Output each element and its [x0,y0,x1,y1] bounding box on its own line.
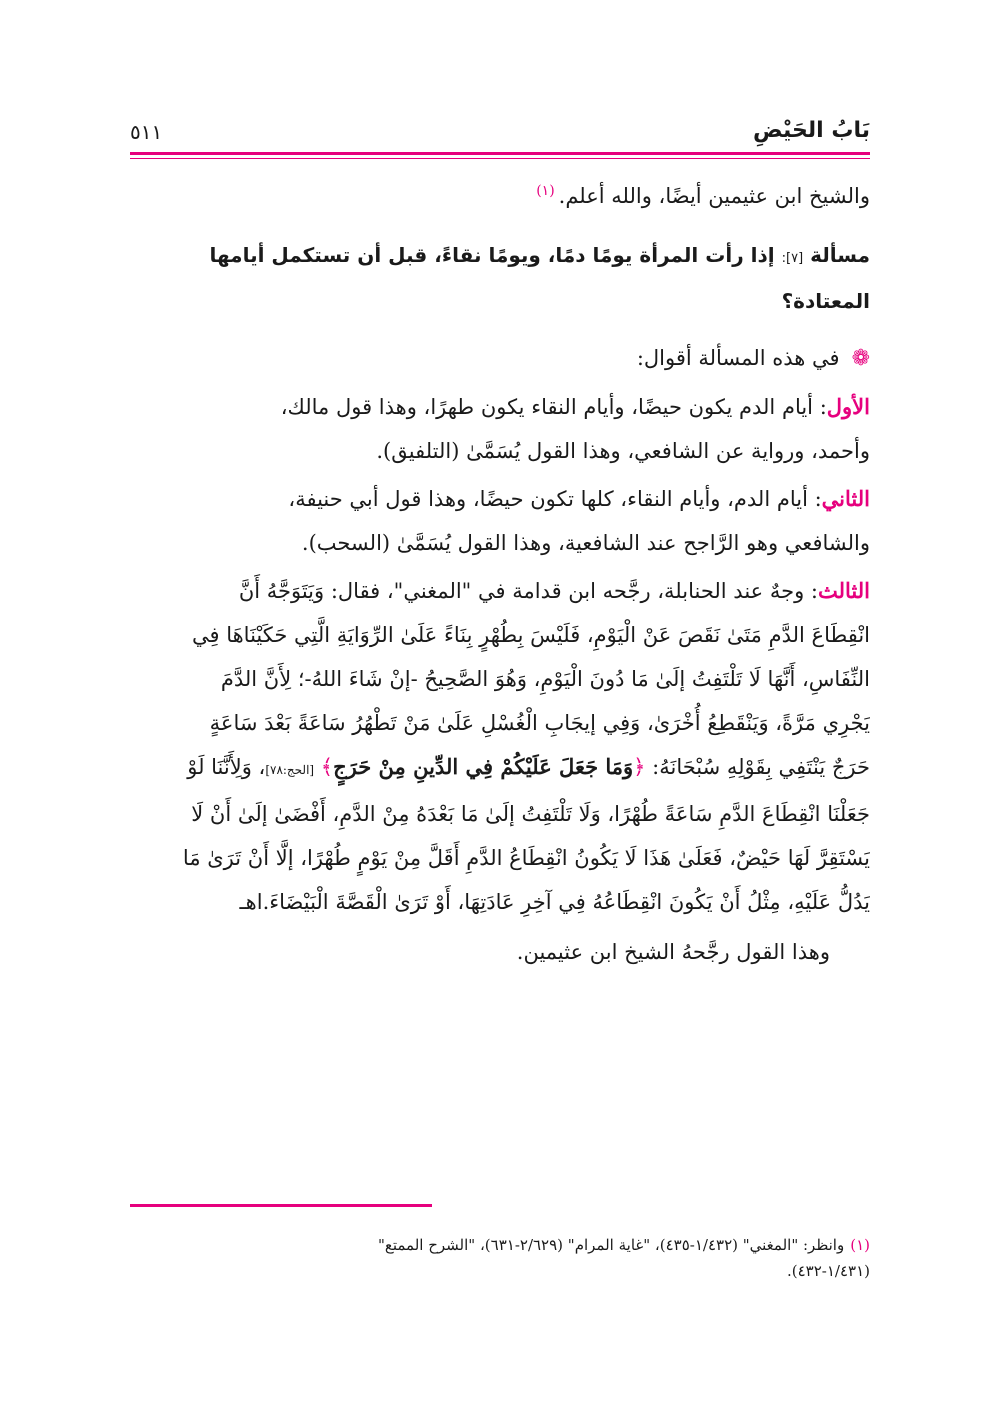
opinion-first [130,385,870,473]
ayah-open-bracket: ﴿ [633,755,646,779]
opinion-text: : أيام الدم يكون حيضًا، وأيام النقاء يكون طهرًا، وهذا قول مالك، [280,395,827,419]
quran-verse: وَمَا جَعَلَ عَلَيْكُمْ فِي الدِّينِ مِنْ حَرَجٍ [333,754,634,779]
footnote-text: وانظر: "المغني" (١/٤٣٢-٤٣٥)، "غاية المرام" (٢/٦٢٩-٦٣١)، "الشرح الممتع" [377,1236,845,1254]
quran-trailing-text: ، وَلِأَنَّنَا لَوْ [187,755,266,779]
opinion-third [130,569,870,924]
page-number: ٥١١ [130,120,163,144]
continuation-line-3: يَدُلُّ عَلَيْهِ، مِثْلُ أَنْ يَكُونَ انْقِطَاعُهُ فِي آخِرِ عَادَتِهَا، أَوْ تَرَىٰ الْقَصَّةَ الْبَيْضَاءَ.اهـ [239,890,870,914]
footnote-line-2: (١/٤٣١-٤٣٢). [786,1262,870,1280]
continuation-line-1: جَعَلْنَا انْقِطَاعَ الدَّمِ سَاعَةً طُهْرًا، وَلَا تَلْتَفِتُ إلَىٰ مَا بَعْدَهُ مِنْ الدَّمِ، أَفْضَىٰ إلَىٰ أَنْ لَا [191,802,870,826]
issue-line-1 [130,234,870,280]
flower-ornament-icon: ❁ [851,346,870,371]
footnote-number: (١) [850,1236,870,1254]
opening-text: والشيخ ابن عثيمين أيضًا، والله أعلم. [558,184,870,208]
opinion-third-line-4: يَجْرِي مَرَّةً، وَيَنْقَطِعُ أُخْرَىٰ، وَفِي إيجَابِ الْغُسْلِ عَلَىٰ مَنْ تَطْهُرُ سَاعَةً بَعْدَ سَاعَةٍ [209,711,870,735]
opinion-label: الأول [826,394,870,419]
opinion-first-line-1 [130,385,870,429]
issue-question: إذا رأت المرأة يومًا دمًا، ويومًا نقاءً، قبل أن تستكمل أيامها [209,243,775,267]
opinion-third-line-3: النِّفَاسِ، أَنَّهَا لَا تَلْتَفِتُ إلَىٰ مَا دُونَ الْيَوْمِ، وَهُوَ الصَّحِيحُ -إنْ شَاءَ اللهُ-؛ لِأَنَّ الدَّمَ [220,667,870,691]
opinion-first-line-2: وأحمد، ورواية عن الشافعي، وهذا القول يُسَمَّىٰ (التلفيق). [376,439,870,463]
conclusion-line: وهذا القول رجَّحهُ الشيخ ابن عثيمين. [516,940,830,964]
quran-citation-line [130,745,870,792]
header-rule-thick [130,152,870,155]
page-body [130,118,870,974]
opinion-text: : أيام الدم، وأيام النقاء، كلها تكون حيضًا، وهذا قول أبي حنيفة، [288,487,822,511]
footnote [130,1232,870,1284]
opinion-second [130,477,870,565]
chapter-title: بَابُ الحَيْضِ [753,118,870,143]
opinion-label: الثالث [818,578,870,603]
running-head [130,118,870,152]
continuation-line-2: يَسْتَقِرَّ لَهَا حَيْضٌ، فَعَلَىٰ هَذَا لَا يَكُونُ انْقِطَاعُ الدَّمِ أَقَلَّ مِنْ يَوْمٍ طُهْرًا، إلَّا أَنْ تَرَىٰ مَا [182,846,870,870]
intro-line [130,336,870,381]
opinion-third-line-2: انْقِطَاعَ الدَّمِ مَتَىٰ نَقَصَ عَنْ الْيَوْمِ، فَلَيْسَ بِطُهْرٍ بِنَاءً عَلَىٰ الرِّوَايَةِ الَّتِي حَكَيْنَاهَا فِي [191,623,870,647]
issue-label: مسألة [810,243,870,267]
verse-reference: [الحج:٧٨] [265,763,315,777]
intro-text: في هذه المسألة أقوال: [636,346,840,370]
opinion-second-line-1 [130,477,870,521]
quran-lead-in: حَرَجٌ يَنْتَفِي بِقَوْلِهِ سُبْحَانَهُ: [645,755,870,779]
ayah-close-bracket: ﴾ [320,755,334,779]
footnote-separator [130,1204,432,1207]
opinion-second-line-2: والشافعي وهو الرَّاجح عند الشافعية، وهذا القول يُسَمَّىٰ (السحب). [301,531,870,555]
opinion-label: الثاني [821,486,870,511]
opinion-text: : وجهٌ عند الحنابلة، رجَّحه ابن قدامة في "المغني"، فقال: وَيَتَوَجَّهُ أَنَّ [238,579,818,603]
opinion-third-line-1 [130,569,870,613]
footnote-line-1 [130,1232,870,1258]
issue-heading [130,234,870,322]
issue-number: [٧]: [781,251,804,266]
header-rule-thin [130,158,870,159]
issue-line-2: المعتادة؟ [781,289,870,313]
opening-line [130,169,870,218]
footnote-reference[interactable]: (١) [536,183,555,199]
